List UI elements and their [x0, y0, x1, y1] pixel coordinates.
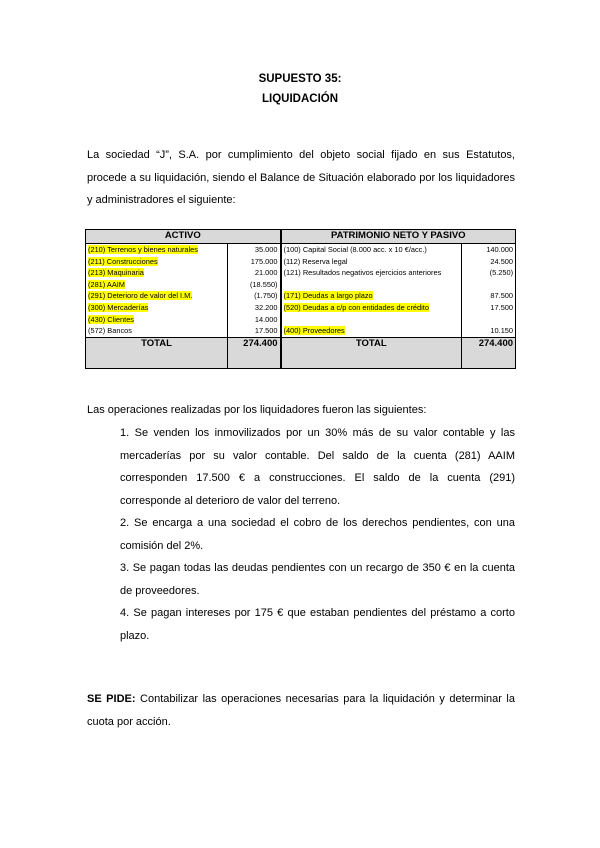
pasivo-item-label: (171) Deudas a largo plazo [283, 291, 373, 301]
pasivo-item-label: (121) Resultados negativos ejercicios anteriores [281, 267, 462, 290]
se-pide-paragraph [87, 688, 515, 733]
activo-item-label: (210) Terrenos y bienes naturales [88, 245, 198, 254]
activo-total-value: 274.400 [228, 337, 281, 368]
pasivo-item-value: 140.000 [462, 244, 516, 256]
activo-item-value: (1.750) [228, 290, 281, 302]
activo-item-value: 21.000 [228, 267, 281, 279]
activo-item-label: (430) Clientes [88, 314, 135, 324]
operation-item: 1. Se venden los inmovilizados por un 30% más de su valor contable y las mercaderías por su valor contable. Del saldo de la cuenta (281) AAIM corresponden 17.500 € a construcciones. El saldo de la cuenta (291) corresponde al deterioro de valor del terreno. [120, 427, 515, 507]
pasivo-item-value: 17.500 [462, 302, 516, 325]
activo-item-label: (300) Mercaderías [88, 302, 149, 312]
balance-sheet-table [85, 229, 516, 369]
page-subtitle: LIQUIDACIÓN [261, 93, 339, 105]
pasivo-item-value: 24.500 [462, 256, 516, 268]
activo-item-label: (281) AAIM [88, 279, 125, 289]
operations-intro: Las operaciones realizadas por los liquidadores fueron las siguientes: [87, 404, 427, 416]
intro-paragraph: La sociedad “J”, S.A. por cumplimiento del objeto social fijado en sus Estatutos, procede a su liquidación, siendo el Balance de Situación elaborado por los liquidadores y administradores el siguiente: [87, 149, 515, 206]
activo-item-value: (18.550) [228, 279, 281, 291]
activo-header: ACTIVO [86, 230, 281, 244]
activo-item-value: 17.500 [228, 325, 281, 337]
operation-item: 4. Se pagan intereses por 175 € que estaban pendientes del préstamo a corto plazo. [120, 607, 515, 642]
se-pide-text: Contabilizar las operaciones necesarias para la liquidación y determinar la cuota por acción. [87, 693, 515, 728]
pasivo-header: PATRIMONIO NETO Y PASIVO [281, 230, 516, 244]
pasivo-total-value: 274.400 [462, 337, 516, 368]
activo-item-value: 32.200 [228, 302, 281, 314]
pasivo-item-value: (5.250) [462, 267, 516, 290]
activo-item-label: (211) Construcciones [88, 256, 158, 266]
activo-item-value: 14.000 [228, 314, 281, 326]
activo-item-value: 175.000 [228, 256, 281, 268]
pasivo-total-label: TOTAL [281, 337, 462, 368]
activo-item-label: (291) Deterioro de valor del I.M. [88, 291, 193, 301]
pasivo-item-label: (520) Deudas a c/p con entidades de crédito [283, 302, 429, 312]
operation-item: 3. Se pagan todas las deudas pendientes con un recargo de 350 € en la cuenta de proveedores. [120, 562, 515, 597]
operations-list [120, 422, 515, 647]
operation-item: 2. Se encarga a una sociedad el cobro de los derechos pendientes, con una comisión del 2%. [120, 517, 515, 552]
activo-total-label: TOTAL [86, 337, 228, 368]
pasivo-item-value: 87.500 [462, 290, 516, 302]
activo-item-label: (572) Bancos [86, 325, 228, 337]
se-pide-label: SE PIDE: [87, 693, 136, 705]
activo-item-value: 35.000 [228, 244, 281, 256]
pasivo-item-label: (112) Reserva legal [281, 256, 462, 268]
pasivo-item-value: 10.150 [462, 325, 516, 337]
activo-item-label: (213) Maquinaria [88, 268, 144, 278]
pasivo-item-label: (100) Capital Social (8.000 acc. x 10 €/acc.) [281, 244, 462, 256]
page-title: SUPUESTO 35: [258, 73, 342, 85]
pasivo-item-label: (400) Proveedores [283, 326, 345, 336]
